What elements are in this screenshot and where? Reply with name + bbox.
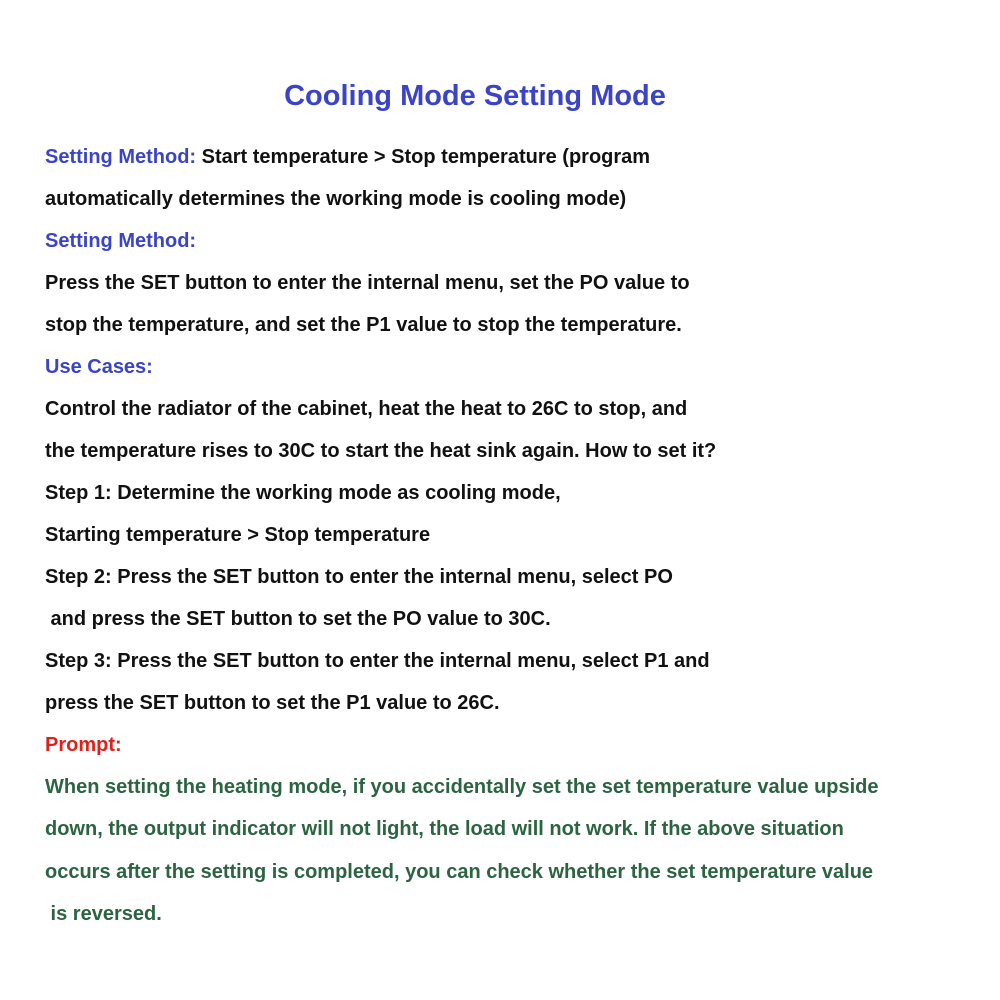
prompt-line: down, the output indicator will not light, the load will not work. If the above situation: [45, 818, 844, 840]
setting-method-1-line-1: [45, 143, 650, 171]
prompt-label: Prompt:: [45, 734, 122, 756]
setting-method-1-text: Start temperature > Stop temperature (program: [196, 146, 651, 168]
use-cases-line: the temperature rises to 30C to start the heat sink again. How to set it?: [45, 440, 717, 462]
step-3-line: Step 3: Press the SET button to enter the internal menu, select P1 and: [45, 650, 710, 672]
prompt-line: is reversed.: [45, 903, 162, 925]
prompt-line: occurs after the setting is completed, you can check whether the set temperature value: [45, 861, 874, 883]
step-2-line: and press the SET button to set the PO value to 30C.: [45, 608, 551, 630]
step-3-line: press the SET button to set the P1 value to 26C.: [45, 692, 500, 714]
prompt-line: When setting the heating mode, if you accidentally set the set temperature value upside: [45, 776, 879, 798]
setting-method-1-label: Setting Method:: [45, 146, 197, 168]
setting-method-2-label: Setting Method:: [45, 230, 197, 252]
setting-method-2-line: Press the SET button to enter the internal menu, set the PO value to: [45, 272, 690, 294]
page-title: Cooling Mode Setting Mode: [284, 80, 666, 112]
step-1-line: Starting temperature > Stop temperature: [45, 524, 431, 546]
use-cases-label: Use Cases:: [45, 356, 153, 378]
setting-method-2-line: stop the temperature, and set the P1 value to stop the temperature.: [45, 314, 682, 336]
setting-method-1-line-2: automatically determines the working mode is cooling mode): [45, 188, 627, 210]
step-1-line: Step 1: Determine the working mode as cooling mode,: [45, 482, 561, 504]
use-cases-line: Control the radiator of the cabinet, heat the heat to 26C to stop, and: [45, 398, 688, 420]
step-2-line: Step 2: Press the SET button to enter the internal menu, select PO: [45, 566, 673, 588]
